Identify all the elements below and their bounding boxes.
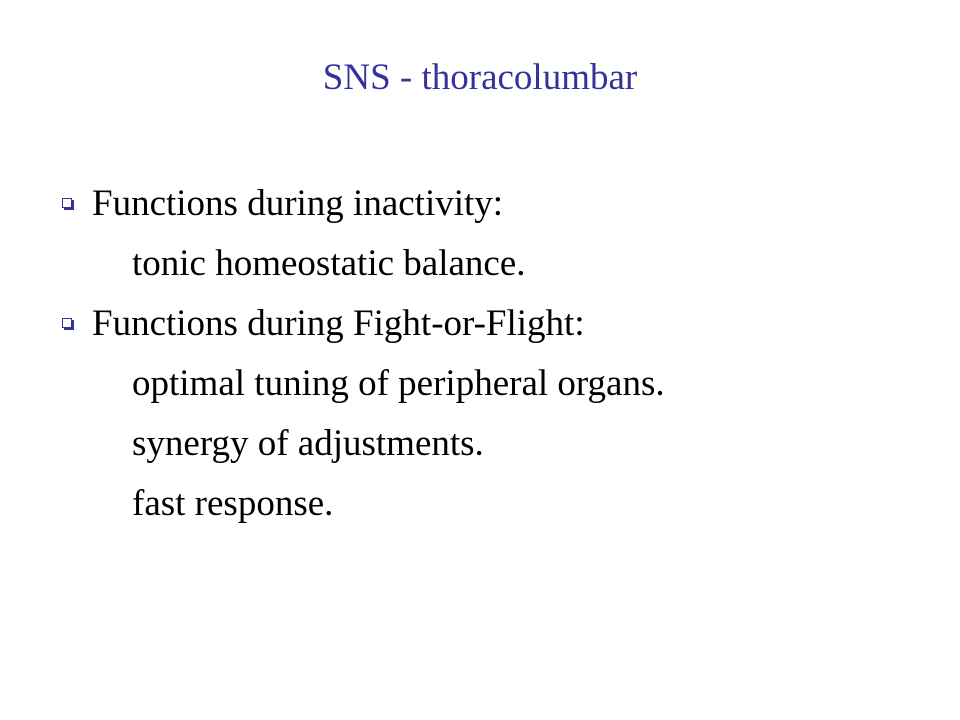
bullet-text: Functions during inactivity: — [92, 183, 504, 224]
sub-item-fast-response — [0, 474, 960, 534]
slide-title: SNS - thoracolumbar — [322, 57, 638, 98]
hollow-square-bullet-icon — [62, 198, 72, 208]
sub-item-text: synergy of adjustments. — [132, 423, 484, 464]
sub-item-optimal-tuning — [0, 354, 960, 414]
hollow-square-bullet-icon — [62, 318, 72, 328]
bullet-text: Functions during Fight-or-Flight: — [92, 303, 585, 344]
sub-item-synergy — [0, 414, 960, 474]
bullet-item-inactivity — [0, 174, 960, 234]
sub-item-text: fast response. — [132, 483, 334, 524]
sub-item-tonic-balance — [0, 234, 960, 294]
sub-item-text: tonic homeostatic balance. — [132, 243, 526, 284]
sub-item-text: optimal tuning of peripheral organs. — [132, 363, 665, 404]
bullet-list — [0, 174, 960, 534]
bullet-item-fight-or-flight — [0, 294, 960, 354]
